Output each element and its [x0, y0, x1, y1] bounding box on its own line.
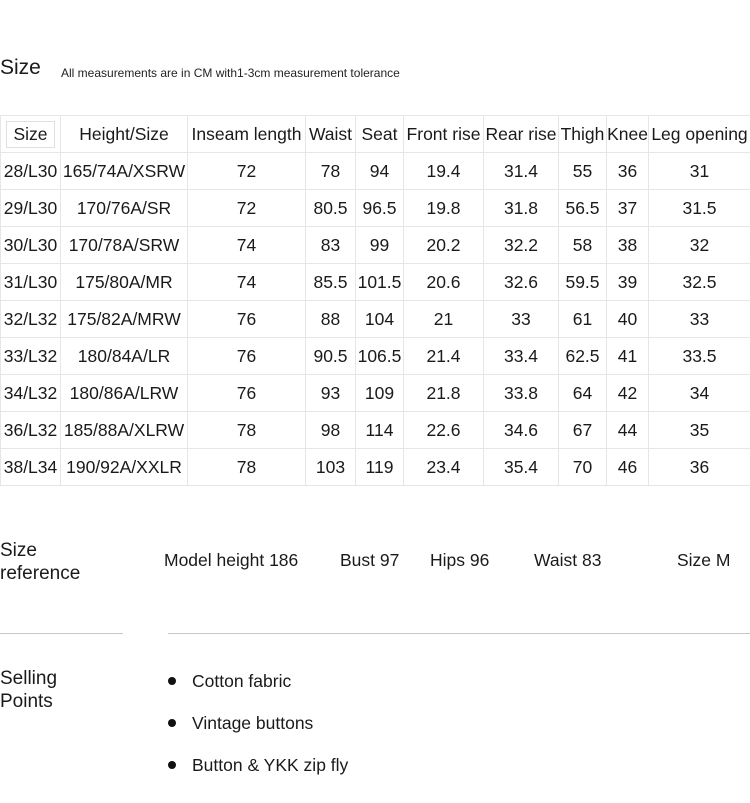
table-cell: 20.6 [404, 264, 484, 301]
table-cell: 93 [306, 375, 356, 412]
table-cell: 32.6 [484, 264, 559, 301]
size-reference-label-line1: Size [0, 540, 37, 561]
column-header: Height/Size [61, 116, 188, 153]
table-cell: 19.4 [404, 153, 484, 190]
table-cell: 55 [559, 153, 607, 190]
table-cell: 109 [356, 375, 404, 412]
table-cell: 21.8 [404, 375, 484, 412]
table-cell: 72 [188, 190, 306, 227]
table-row [1, 227, 750, 264]
table-cell: 64 [559, 375, 607, 412]
size-chart-table [0, 115, 750, 486]
table-cell: 36 [649, 449, 750, 486]
measurement-note: All measurements are in CM with1-3cm measurement tolerance [61, 66, 400, 80]
table-row [1, 264, 750, 301]
table-cell: 190/92A/XXLR [61, 449, 188, 486]
column-header [1, 116, 61, 153]
column-header: Inseam length [188, 116, 306, 153]
bullet-icon [168, 677, 176, 685]
table-cell: 98 [306, 412, 356, 449]
table-row [1, 301, 750, 338]
table-cell: 88 [306, 301, 356, 338]
table-cell: 58 [559, 227, 607, 264]
table-cell: 31.4 [484, 153, 559, 190]
table-row [1, 338, 750, 375]
table-cell: 32 [649, 227, 750, 264]
table-cell: 34 [649, 375, 750, 412]
table-cell: 23.4 [404, 449, 484, 486]
table-cell: 31/L30 [1, 264, 61, 301]
table-cell: 38/L34 [1, 449, 61, 486]
table-cell: 74 [188, 264, 306, 301]
table-cell: 94 [356, 153, 404, 190]
table-cell: 33.5 [649, 338, 750, 375]
table-cell: 34/L32 [1, 375, 61, 412]
size-reference-label-line2: reference [0, 563, 81, 584]
column-header: Front rise [404, 116, 484, 153]
table-cell: 76 [188, 338, 306, 375]
table-cell: 83 [306, 227, 356, 264]
table-cell: 37 [607, 190, 649, 227]
table-cell: 78 [188, 449, 306, 486]
table-cell: 32.5 [649, 264, 750, 301]
table-cell: 72 [188, 153, 306, 190]
table-cell: 76 [188, 301, 306, 338]
divider-left [0, 633, 123, 634]
column-header: Knee [607, 116, 649, 153]
selling-point-item [168, 755, 348, 776]
table-cell: 33 [484, 301, 559, 338]
table-cell: 180/86A/LRW [61, 375, 188, 412]
table-cell: 76 [188, 375, 306, 412]
table-cell: 74 [188, 227, 306, 264]
column-header-label: Size [6, 121, 54, 148]
table-cell: 39 [607, 264, 649, 301]
table-cell: 41 [607, 338, 649, 375]
selling-points-label-line2: Points [0, 691, 53, 712]
column-header: Seat [356, 116, 404, 153]
table-cell: 185/88A/XLRW [61, 412, 188, 449]
size-reference-label [0, 539, 80, 585]
column-header: Rear rise [484, 116, 559, 153]
model-waist: Waist 83 [534, 550, 602, 570]
table-cell: 61 [559, 301, 607, 338]
table-cell: 28/L30 [1, 153, 61, 190]
table-cell: 180/84A/LR [61, 338, 188, 375]
table-cell: 119 [356, 449, 404, 486]
table-cell: 35.4 [484, 449, 559, 486]
table-row [1, 412, 750, 449]
table-cell: 67 [559, 412, 607, 449]
table-cell: 62.5 [559, 338, 607, 375]
bullet-icon [168, 761, 176, 769]
table-cell: 90.5 [306, 338, 356, 375]
table-cell: 40 [607, 301, 649, 338]
column-header: Thigh [559, 116, 607, 153]
table-cell: 29/L30 [1, 190, 61, 227]
table-cell: 46 [607, 449, 649, 486]
table-cell: 175/80A/MR [61, 264, 188, 301]
selling-point-text: Button & YKK zip fly [192, 755, 349, 775]
table-cell: 33.8 [484, 375, 559, 412]
selling-point-text: Vintage buttons [192, 713, 314, 733]
table-cell: 101.5 [356, 264, 404, 301]
table-cell: 175/82A/MRW [61, 301, 188, 338]
model-hips: Hips 96 [430, 550, 490, 570]
bullet-icon [168, 719, 176, 727]
table-cell: 165/74A/XSRW [61, 153, 188, 190]
table-cell: 78 [306, 153, 356, 190]
table-cell: 22.6 [404, 412, 484, 449]
table-row [1, 153, 750, 190]
size-title: Size [0, 56, 41, 79]
selling-point-text: Cotton fabric [192, 671, 292, 691]
table-row [1, 190, 750, 227]
selling-points-label-line1: Selling [0, 668, 58, 689]
table-cell: 42 [607, 375, 649, 412]
table-cell: 32.2 [484, 227, 559, 264]
table-cell: 31.5 [649, 190, 750, 227]
divider-right [168, 633, 750, 634]
model-size: Size M [677, 550, 731, 570]
table-row [1, 449, 750, 486]
selling-point-item [168, 671, 291, 692]
selling-point-item [168, 713, 313, 734]
table-cell: 32/L32 [1, 301, 61, 338]
model-bust: Bust 97 [340, 550, 400, 570]
table-body [1, 153, 750, 486]
table-header-row [1, 116, 750, 153]
table-cell: 34.6 [484, 412, 559, 449]
table-cell: 19.8 [404, 190, 484, 227]
table-cell: 36 [607, 153, 649, 190]
table-cell: 31 [649, 153, 750, 190]
table-cell: 30/L30 [1, 227, 61, 264]
table-cell: 21 [404, 301, 484, 338]
table-cell: 104 [356, 301, 404, 338]
table-cell: 99 [356, 227, 404, 264]
table-cell: 78 [188, 412, 306, 449]
table-cell: 44 [607, 412, 649, 449]
table-row [1, 375, 750, 412]
table-cell: 85.5 [306, 264, 356, 301]
table-cell: 33.4 [484, 338, 559, 375]
model-height: Model height 186 [164, 550, 299, 570]
table-cell: 56.5 [559, 190, 607, 227]
table-cell: 33 [649, 301, 750, 338]
table-cell: 96.5 [356, 190, 404, 227]
table-cell: 21.4 [404, 338, 484, 375]
table-cell: 103 [306, 449, 356, 486]
table-cell: 31.8 [484, 190, 559, 227]
table-cell: 170/76A/SR [61, 190, 188, 227]
table-cell: 59.5 [559, 264, 607, 301]
table-cell: 35 [649, 412, 750, 449]
table-cell: 80.5 [306, 190, 356, 227]
table-cell: 70 [559, 449, 607, 486]
table-cell: 36/L32 [1, 412, 61, 449]
table-cell: 20.2 [404, 227, 484, 264]
selling-points-label [0, 667, 57, 713]
column-header: Leg opening [649, 116, 750, 153]
column-header: Waist [306, 116, 356, 153]
table-cell: 170/78A/SRW [61, 227, 188, 264]
table-cell: 114 [356, 412, 404, 449]
table-cell: 106.5 [356, 338, 404, 375]
table-cell: 33/L32 [1, 338, 61, 375]
table-cell: 38 [607, 227, 649, 264]
